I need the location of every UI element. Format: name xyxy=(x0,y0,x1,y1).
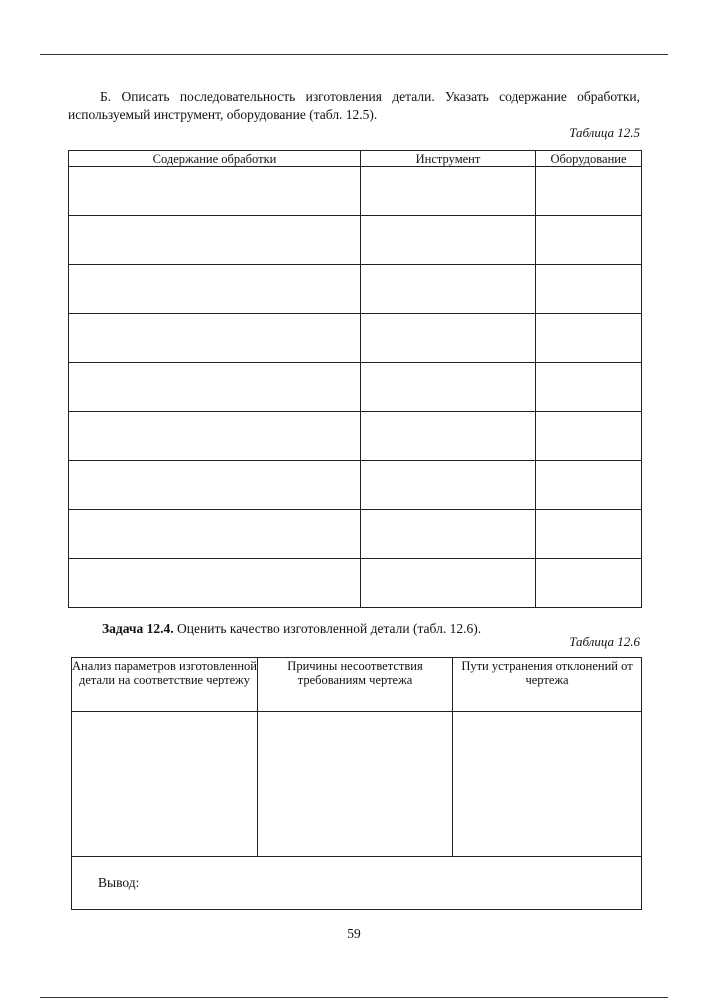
task-label: Задача 12.4. xyxy=(102,621,174,636)
table-cell[interactable] xyxy=(361,265,536,314)
top-rule xyxy=(40,54,668,55)
table-header-row xyxy=(69,151,642,167)
task-12-4 xyxy=(102,621,481,637)
table-cell[interactable] xyxy=(72,712,258,857)
table-cell[interactable] xyxy=(69,314,361,363)
table-cell[interactable] xyxy=(536,363,642,412)
table-row xyxy=(72,712,642,857)
table-12-6-caption: Таблица 12.6 xyxy=(569,634,640,649)
column-header-remedies: Пути устранения отклонений от чертежа xyxy=(453,658,642,712)
table-row xyxy=(69,559,642,608)
table-cell[interactable] xyxy=(361,461,536,510)
task-text: Оценить качество изготовленной детали (табл. 12.6). xyxy=(173,621,482,636)
table-cell[interactable] xyxy=(69,363,361,412)
table-12-5 xyxy=(68,150,642,608)
table-cell[interactable] xyxy=(536,461,642,510)
table-cell[interactable] xyxy=(536,510,642,559)
table-row xyxy=(69,412,642,461)
table-cell[interactable] xyxy=(69,412,361,461)
table-cell[interactable] xyxy=(536,265,642,314)
table-cell[interactable] xyxy=(536,167,642,216)
table-cell[interactable] xyxy=(69,461,361,510)
table-row xyxy=(69,167,642,216)
table-cell[interactable] xyxy=(361,314,536,363)
table-cell[interactable] xyxy=(536,559,642,608)
table-row xyxy=(69,314,642,363)
bottom-rule xyxy=(40,997,668,998)
table-cell[interactable] xyxy=(69,559,361,608)
table-row xyxy=(69,461,642,510)
table-header-row xyxy=(72,658,642,712)
table-row xyxy=(69,216,642,265)
table-cell[interactable] xyxy=(361,510,536,559)
column-header-analysis: Анализ параметров изготовленной детали на соответствие чертежу xyxy=(72,658,258,712)
column-header-causes: Причины несоответствия требованиям чертежа xyxy=(258,658,453,712)
intro-paragraph: Б. Описать последовательность изготовления детали. Указать содержание обработки, используемый инструмент, оборудование (табл. 12.5). xyxy=(68,89,640,122)
table-cell[interactable] xyxy=(258,712,453,857)
table-cell[interactable] xyxy=(69,510,361,559)
table-cell[interactable] xyxy=(536,314,642,363)
column-header-equipment: Оборудование xyxy=(536,151,642,167)
table-cell[interactable] xyxy=(69,265,361,314)
column-header-processing: Содержание обработки xyxy=(69,151,361,167)
table-cell[interactable] xyxy=(361,412,536,461)
table-cell[interactable] xyxy=(453,712,642,857)
table-cell[interactable] xyxy=(361,363,536,412)
table-cell[interactable] xyxy=(69,216,361,265)
table-row xyxy=(69,510,642,559)
table-cell[interactable] xyxy=(69,167,361,216)
table-12-6 xyxy=(71,657,642,910)
table-row xyxy=(69,265,642,314)
table-cell[interactable] xyxy=(361,216,536,265)
table-cell[interactable] xyxy=(361,559,536,608)
table-row xyxy=(69,363,642,412)
table-cell[interactable] xyxy=(361,167,536,216)
table-cell[interactable] xyxy=(536,412,642,461)
conclusion-row xyxy=(72,857,642,910)
conclusion-label[interactable]: Вывод: xyxy=(72,857,642,910)
page-number: 59 xyxy=(347,926,361,941)
table-cell[interactable] xyxy=(536,216,642,265)
table-12-5-caption: Таблица 12.5 xyxy=(569,125,640,140)
column-header-tool: Инструмент xyxy=(361,151,536,167)
